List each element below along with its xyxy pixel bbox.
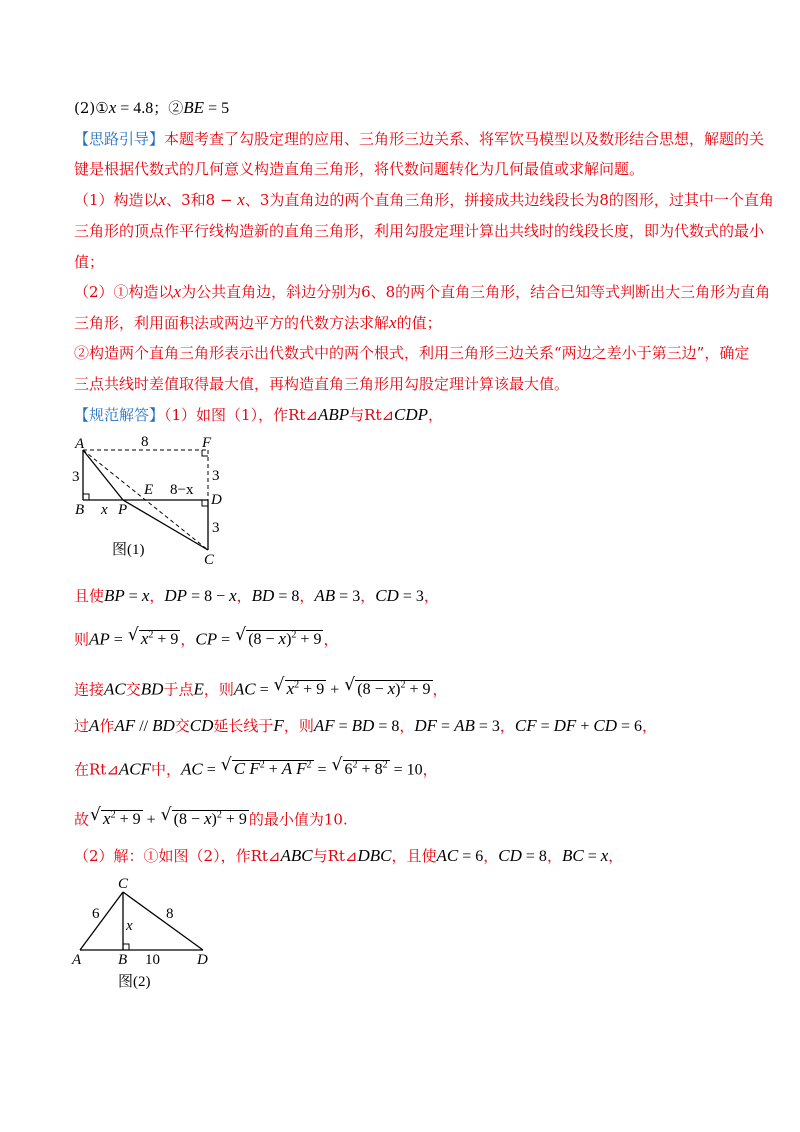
hint-line-8: ②构造两个直角三角形表示出代数式中的两个根式，利用三角形三边关系“两边之差小于第三边”，确定	[74, 344, 750, 362]
fig1-len-8: 8	[141, 434, 149, 450]
figure-1	[66, 432, 236, 572]
hint-label: 【思路引导】	[74, 130, 165, 148]
answer-header: 【规范解答】（1）如图（1），作Rt⊿ABP与Rt⊿CDP，	[74, 405, 444, 424]
hint-line-2: 键是根据代数式的几何意义构造直角三角形，将代数问题转化为几何最值或求解问题。	[74, 160, 645, 178]
math-line-7: （2）解：①如图（2），作Rt⊿ABC与Rt⊿DBC，且使AC = 6，CD = 8，BC = x，	[74, 846, 624, 865]
math-line-3: 连接AC交BD于点E，则AC = √ $x^2 + 9$ + √ $(8 - x)^2 + 9$ ，	[74, 676, 448, 700]
fig1-caption: 图(1)	[112, 542, 145, 558]
hint-line-9: 三点共线时差值取得最大值，再构造直角三角形用勾股定理计算该最大值。	[74, 375, 570, 393]
hint-line-3: （1）构造以x、3和8 − x、3为直角边的两个直角三角形，拼接成共边线段长为8的图形，过其中一个直角	[74, 190, 774, 209]
answer-line-2: (2)①x = 4.8；②BE = 5	[74, 98, 230, 117]
answer-label: 【规范解答】	[74, 406, 165, 424]
hint-line-4: 三角形的顶点作平行线构造新的直角三角形，利用勾股定理计算出共线时的线段长度，即为代数式的最小	[74, 222, 765, 240]
math-line-2: 则AP = √ $x^2 + 9$ ，CP = √ $(8 - x)^2 + 9$ ，	[74, 626, 338, 650]
fig1-label-B: B	[75, 502, 85, 518]
fig2-label-B: B	[118, 952, 128, 968]
math-line-4: 过A作AF // BD交CD延长线于F，则AF = BD = 8，DF = AB = 3，CF = DF + CD = 6，	[74, 716, 658, 735]
fig2-len-10: 10	[145, 952, 160, 968]
fig2-label-x: x	[126, 918, 133, 934]
math-line-6: 故√ $x^2 + 9$ + √ $(8 - x)^2 + 9$ 的最小值为10.	[74, 806, 348, 830]
fig1-label-C: C	[204, 552, 215, 568]
fig1-label-A: A	[75, 436, 85, 452]
fig1-len-3-bottom: 3	[212, 520, 220, 536]
figure-2	[66, 874, 226, 994]
fig1-label-P: P	[118, 502, 128, 518]
fig2-len-8: 8	[166, 906, 174, 922]
hint-line-7: 三角形，利用面积法或两边平方的代数方法求解x的值；	[74, 313, 442, 332]
fig1-len-3-right: 3	[212, 468, 220, 484]
hint-line-6: （2）①构造以x为公共直角边，斜边分别为6、8的两个直角三角形，结合已知等式判断出大三角形为直角	[74, 282, 771, 301]
fig2-caption: 图(2)	[118, 974, 151, 990]
math-line-5: 在Rt⊿ACF中，AC = √ C $F^2 + A$ $F^2$ = √ $6^2 + 8^2 = 10$，	[74, 756, 438, 780]
fig1-len-8-x: 8−x	[170, 482, 194, 498]
fig1-label-x: x	[101, 502, 108, 518]
fig2-label-D: D	[197, 952, 208, 968]
hint-line-5: 值；	[74, 253, 105, 271]
fig1-label-D: D	[211, 492, 222, 508]
fig2-len-6: 6	[92, 906, 100, 922]
hint-line-1	[74, 129, 764, 149]
math-line-1: 且使BP = x，DP = 8 − x，BD = 8，AB = 3，CD = 3，	[74, 586, 439, 605]
fig1-label-F: F	[202, 435, 212, 451]
fig1-len-3-left: 3	[72, 469, 80, 485]
hint-text: 本题考查了勾股定理的应用、三角形三边关系、将军饮马模型以及数形结合思想，解题的关	[164, 130, 765, 148]
fig2-label-A: A	[72, 952, 82, 968]
fig2-label-C: C	[118, 876, 129, 892]
fig1-label-E: E	[144, 482, 154, 498]
